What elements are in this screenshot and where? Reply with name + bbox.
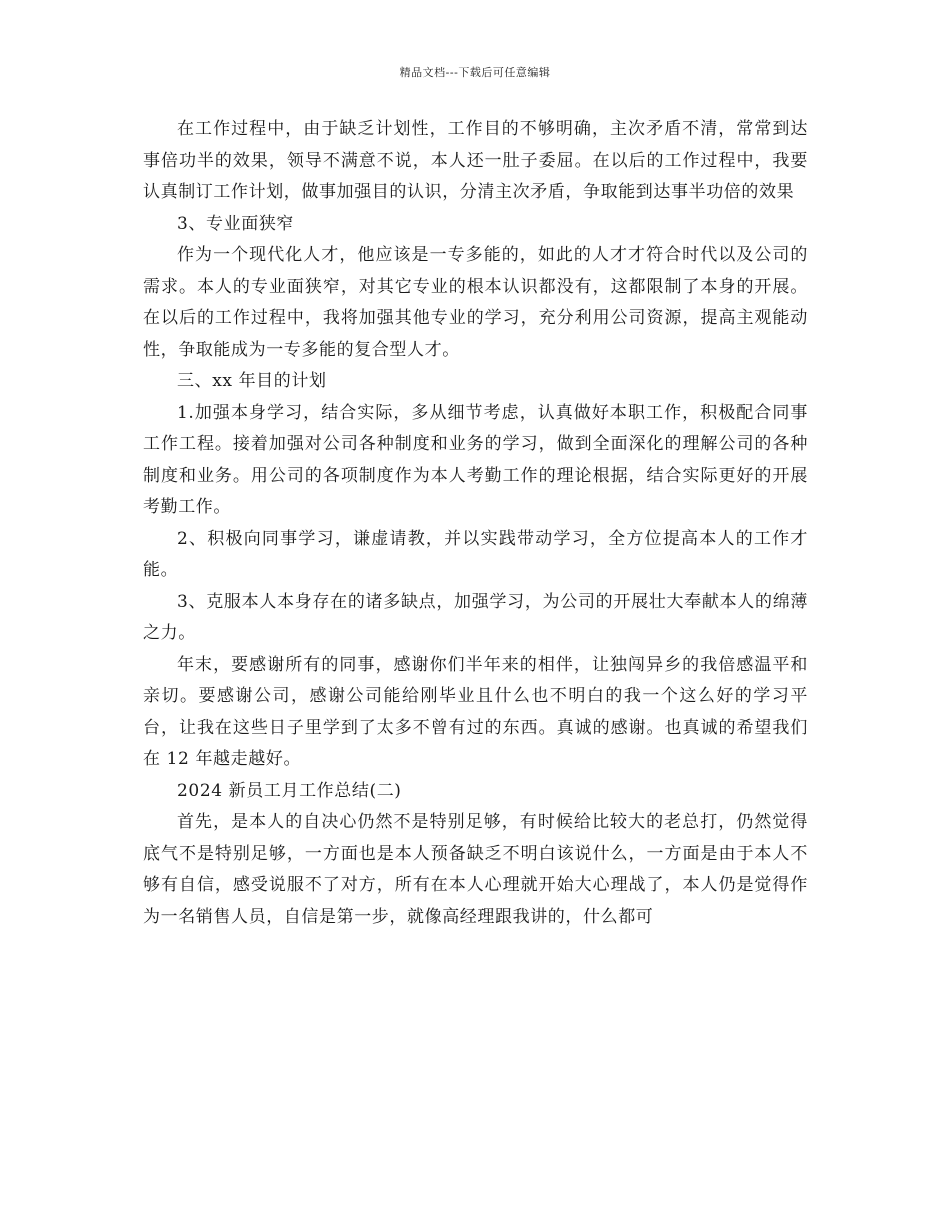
heading-narrow-expertise: 3、专业面狭窄 <box>177 213 295 234</box>
paragraph-planning: 在工作过程中，由于缺乏计划性，工作目的不够明确，主次矛盾不清，常常到达事倍功半的效果，领导不满意不说，本人还一肚子委屈。在以后的工作过程中，我要认真制订工作计划，做事加强目的认识，分清主次矛盾，争取能到达事半功倍的效果 <box>143 119 808 202</box>
document-body <box>143 114 808 933</box>
paragraph-plan-item-3: 3、克服本人本身存在的诸多缺点，加强学习，为公司的开展壮大奉献本人的绵薄之力。 <box>143 591 808 643</box>
paragraph-expertise: 作为一个现代化人才，他应该是一专多能的，如此的人才才符合时代以及公司的需求。本人的专业面狭窄，对其它专业的根本认识都没有，这都限制了本身的开展。在以后的工作过程中，我将加强其他专业的学习，充分利用公司资源，提高主观能动性，争取能成为一专多能的复合型人才。 <box>143 245 808 360</box>
heading-summary-two: 2024 新员工月工作总结(二) <box>177 780 402 801</box>
paragraph-confidence: 首先，是本人的自决心仍然不是特别足够，有时候给比较大的老总打，仍然觉得底气不是特别足够，一方面也是本人预备缺乏不明白该说什么，一方面是由于本人不够有自信，感受说服不了对方，所有在本人心理就开始大心理战了，本人仍是觉得作为一名销售人员，自信是第一步，就像高经理跟我讲的，什么都可 <box>143 812 808 927</box>
paragraph-year-end-thanks: 年末，要感谢所有的同事，感谢你们半年来的相伴，让独闯异乡的我倍感温平和亲切。要感谢公司，感谢公司能给刚毕业且什么也不明白的我一个这么好的学习平台，让我在这些日子里学到了太多不曾有过的东西。真诚的感谢。也真诚的希望我们在 12 年越走越好。 <box>143 654 808 769</box>
page-header: 精品文档---下载后可任意编辑 <box>399 66 551 79</box>
paragraph-plan-item-2: 2、积极向同事学习，谦虚请教，并以实践带动学习，全方位提高本人的工作才能。 <box>143 528 808 580</box>
paragraph-plan-item-1: 1.加强本身学习，结合实际，多从细节考虑，认真做好本职工作，积极配合同事工作工程。接着加强对公司各种制度和业务的学习，做到全面深化的理解公司的各种制度和业务。用公司的各项制度作为本人考勤工作的理论根据，结合实际更好的开展考勤工作。 <box>143 402 808 517</box>
heading-year-plan: 三、xx 年目的计划 <box>177 371 327 391</box>
